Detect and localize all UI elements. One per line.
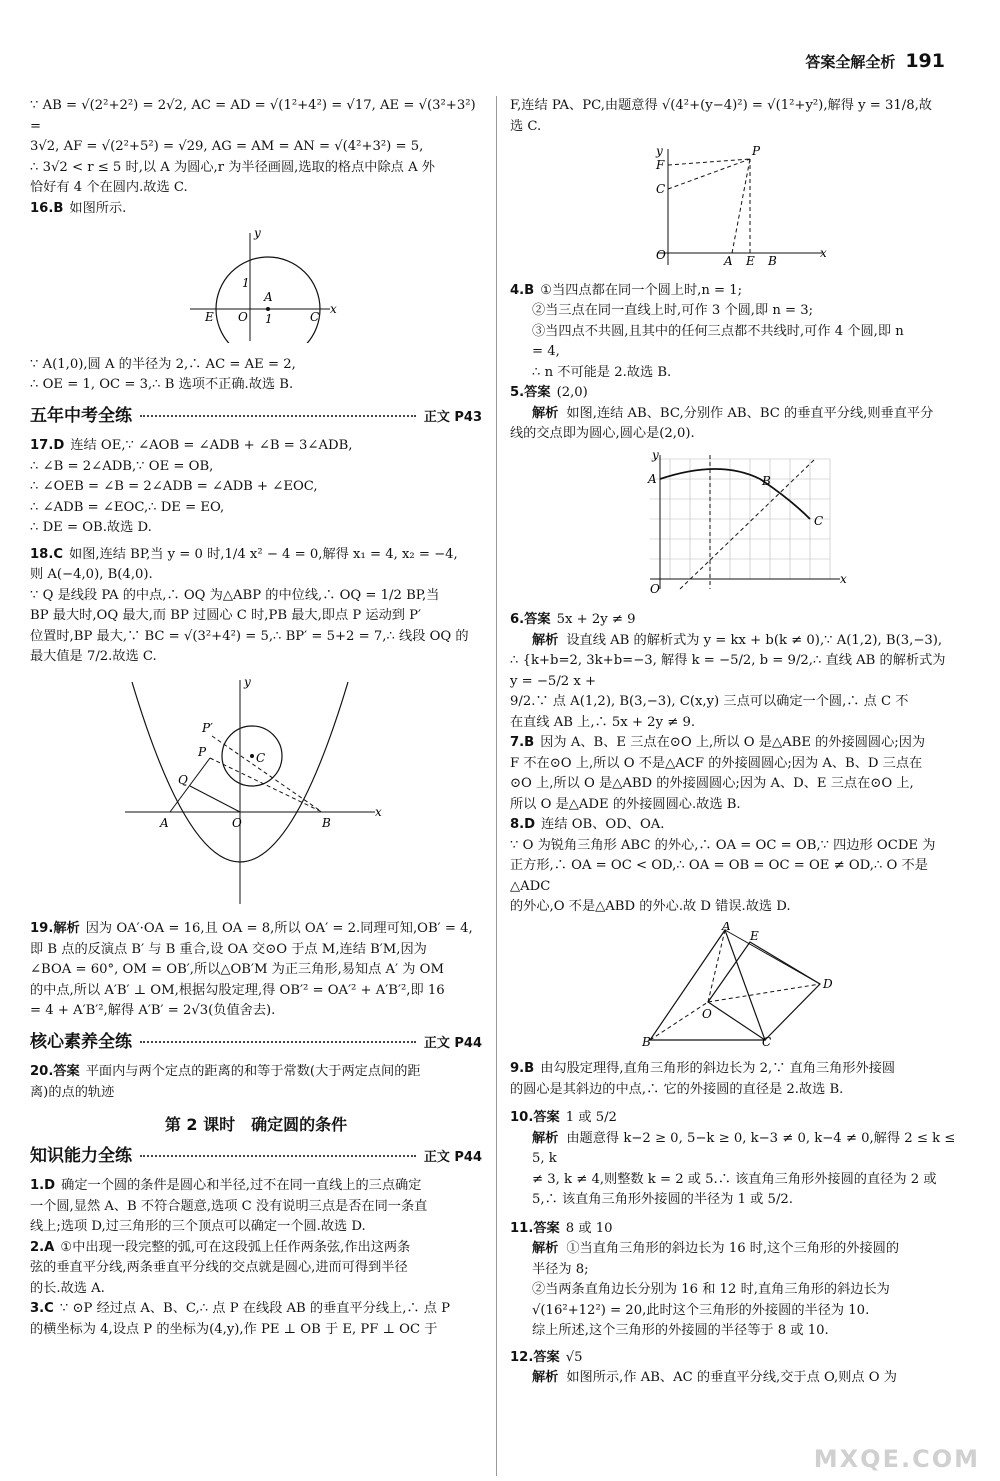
fig3-label-A: A [724, 254, 733, 268]
fig8-label-A: A [722, 921, 731, 933]
fig8-triangle-abc [650, 930, 765, 1040]
q6-analysis-label: 解析 [532, 632, 559, 648]
q19-text: 因为 OA′·OA = 16,且 OA = 8,所以 OA′ = 2.同理可知,OB′ = 4, [85, 921, 473, 936]
fig16-label-x: x [330, 302, 337, 316]
q20-text: 平面内与两个定点的距离的和等于常数(大于两定点间的距 [85, 1064, 421, 1079]
figure-q5 [510, 449, 956, 599]
q4-text: ①当四点都在同一个圆上时,n = 1; [540, 282, 743, 298]
section-ref: 正文 P44 [423, 1035, 482, 1051]
q10-answer-value: 1 或 5/2 [565, 1110, 617, 1125]
column-divider [496, 96, 497, 1476]
q2-line3: 的长.故选 A. [30, 1280, 105, 1296]
q15-line1: ∵ AB = √(2²+2²) = 2√2, AC = AD = √(1²+4²) = √17, AE = √(3²+3²) = [30, 98, 476, 134]
q9-line1 [510, 1059, 956, 1080]
q20-line1 [30, 1062, 482, 1083]
fig18-label-y: y [244, 674, 251, 689]
q5-analysis-label: 解析 [532, 405, 559, 421]
figure-q16 [30, 223, 482, 343]
fig16-center-point [266, 307, 270, 311]
section-title: 五年中考全练 [30, 405, 132, 426]
q10-number: 10.答案 [510, 1110, 560, 1125]
q8-line1 [510, 815, 956, 836]
right-column [510, 96, 956, 1389]
section-ref: 正文 P43 [423, 409, 482, 425]
q18-line3: ∵ Q 是线段 PA 的中点,∴ OQ 为△ABP 的中位线,∴ OQ = 1/2 BP,当 [30, 587, 440, 603]
q18-text: 如图,连结 BP,当 y = 0 时,1/4 x² − 4 = 0,解得 x₁ = 4, x₂ = −4, [69, 546, 458, 562]
q11-line5: 综上所述,这个三角形的外接圆的半径等于 8 或 10. [532, 1323, 829, 1338]
q16 [30, 199, 482, 220]
fig18-label-x: x [375, 804, 382, 819]
fig3-line-a-p [732, 159, 750, 253]
fig8-line-o-b [650, 1002, 708, 1040]
fig3-label-x: x [820, 246, 827, 260]
q15-line4: 恰好有 4 个在圆内.故选 C. [30, 180, 188, 195]
q6-line2: ∴ {k+b=2, 3k+b=−3, 解得 k = −5/2, b = 9/2,∴ 直线 AB 的解析式为 y = −5/2 x + [510, 653, 946, 689]
fig18-line-q-o [190, 786, 240, 812]
q17-text: 连结 OE,∵ ∠AOB = ∠ADB + ∠B = 3∠ADB, [70, 438, 353, 453]
fig8-square-ocde [708, 942, 820, 1040]
fig18-label-P: P [198, 744, 207, 759]
q11-number: 11.答案 [510, 1220, 560, 1236]
q5-line2: 线的交点即为圆心,圆心是(2,0). [510, 426, 695, 441]
q17-line1 [30, 436, 482, 457]
q3-cont-line1: F,连结 PA、PC,由题意得 √(4²+(y−4)²) = √(1²+y²),解得 y = 31/8,故 [510, 98, 932, 113]
q18-line2: 则 A(−4,0), B(4,0). [30, 567, 153, 582]
figure-q8 [510, 922, 956, 1048]
q10-line3: 5,∴ 该直角三角形外接圆的半径为 1 或 5/2. [532, 1192, 793, 1207]
q11-analysis-label: 解析 [532, 1241, 559, 1256]
q18-line1 [30, 545, 482, 566]
q12-text: 如图所示,作 AB、AC 的垂直平分线,交于点 O,则点 O 为 [566, 1370, 897, 1385]
fig18-dashed-line-p-b [210, 758, 322, 812]
q7-line3: ⊙O 上,所以 O 是△ABD 的外接圆圆心;因为 A、D、E 三点在⊙O 上, [510, 776, 914, 791]
q8-line2: ∵ O 为锐角三角形 ABC 的外心,∴ OA = OC = OB,∵ 四边形 OCDE 为 [510, 837, 936, 853]
section-ref: 正文 P44 [423, 1149, 482, 1165]
fig5-label-y: y [652, 448, 659, 462]
q5-line1 [510, 404, 956, 425]
q4-line2: ②当三点在同一直线上时,可作 3 个圆,即 n = 3; [532, 303, 814, 318]
q3-text: ∵ ⊙P 经过点 A、B、C,∴ 点 P 在线段 AB 的垂直平分线上,∴ 点 P [59, 1301, 451, 1316]
fig3-label-F: F [656, 158, 665, 172]
q17-line2: ∴ ∠B = 2∠ADB,∵ OE = OB, [30, 458, 214, 474]
fig16-label-C: C [310, 310, 320, 324]
fig5-label-A: A [648, 471, 657, 486]
q4-line3: ③当四点不共圆,且其中的任何三点都不共线时,可作 4 个圆,即 n [532, 323, 904, 339]
q8-line3: 正方形,∴ OA = OC < OD,∴ OA = OB = OC = OE ≠ OD,∴ O 不是△ADC [510, 858, 928, 894]
fig8-label-E: E [750, 928, 759, 943]
q8-text: 连结 OB、OD、OA. [541, 817, 665, 832]
header-title: 答案全解全析 [805, 53, 896, 71]
fig8-label-B: B [642, 1034, 651, 1048]
q16-text: 如图所示. [69, 200, 127, 216]
q19-line3: ∠BOA = 60°, OM = OB′,所以△OB′M 为正三角形,易知点 A′ 为 OM [30, 962, 444, 977]
fig3-label-P: P [752, 144, 761, 158]
left-column [30, 96, 482, 1340]
q11-answer [510, 1219, 956, 1240]
fig18-line-a-p [170, 758, 210, 812]
q16-expl1: ∵ A(1,0),圆 A 的半径为 2,∴ AC = AE = 2, [30, 356, 296, 372]
fig8-label-O: O [702, 1006, 712, 1021]
q17-line3: ∴ ∠OEB = ∠B = 2∠ADB = ∠ADB + ∠EOC, [30, 479, 318, 494]
q15-line3: ∴ 3√2 < r ≤ 5 时,以 A 为圆心,r 为半径画圆,选取的格点中除点 A 外 [30, 159, 435, 175]
q12-answer-value: √5 [565, 1349, 583, 1365]
q19-line5: = 4 + A′B′²,解得 A′B′ = 2√3(负值舍去). [30, 1003, 276, 1018]
q18-number: 18.C [30, 546, 64, 562]
q12-analysis-label: 解析 [532, 1370, 559, 1385]
q7-line4: 所以 O 是△ADE 的外接圆圆心.故选 B. [510, 796, 741, 812]
fig3-label-C: C [656, 182, 666, 196]
fig18-center-point [250, 754, 254, 758]
fig16-label-E: E [205, 310, 214, 324]
q9-number: 9.B [510, 1061, 535, 1076]
q6-line3: 9/2.∵ 点 A(1,2), B(3,−3), C(x,y) 三点可以确定一个圆,∴ 点 C 不 [510, 694, 909, 709]
fig3-label-y: y [656, 144, 663, 158]
q18-line5: 位置时,BP 最大,∵ BC = √(3²+4²) = 5,∴ BP′ = 5+2 = 7,∴ 线段 OQ 的 [30, 628, 469, 644]
lesson-title: 第 2 课时 确定圆的条件 [164, 1115, 348, 1134]
q3-number: 3.C [30, 1301, 54, 1316]
q5-answer [510, 383, 956, 404]
q6-line1 [510, 631, 956, 652]
page-header [805, 50, 945, 72]
q19-number: 19.解析 [30, 921, 80, 936]
q11-answer-value: 8 或 10 [565, 1220, 613, 1236]
watermark-logo: MXQE.COM [813, 1445, 980, 1473]
q3-line1 [30, 1299, 482, 1320]
fig8-label-D: D [823, 976, 833, 991]
fig5-label-x: x [840, 571, 847, 586]
section-dots [140, 415, 416, 417]
q19-line2: 即 B 点的反演点 B′ 与 B 重合,设 OA 交⊙O 于点 M,连结 B′M,因为 [30, 941, 427, 957]
section-dots [140, 1041, 416, 1043]
fig18-label-Pprime: P′ [202, 720, 213, 735]
q5-text: 如图,连结 AB、BC,分别作 AB、BC 的垂直平分线,则垂直平分 [566, 405, 934, 421]
fig8-line-o-d [708, 984, 820, 1002]
q11-text: ①当直角三角形的斜边长为 16 时,这个三角形的外接圆的 [566, 1241, 900, 1256]
q1-line3: 线上;选项 D,过三角形的三个顶点可以确定一个圆.故选 D. [30, 1219, 366, 1234]
q11-line1 [510, 1239, 956, 1260]
section-dots [140, 1155, 416, 1157]
fig3-label-B: B [768, 254, 777, 268]
fig16-label-y: y [254, 226, 261, 240]
fig3-label-E: E [746, 254, 755, 268]
section-five-year-exam [30, 406, 482, 429]
q16-expl2: ∴ OE = 1, OC = 3,∴ B 选项不正确.故选 B. [30, 377, 294, 392]
q3-cont-line2: 选 C. [510, 118, 542, 134]
q11-line3: ②当两条直角边长分别为 16 和 12 时,直角三角形的斜边长为 [532, 1282, 890, 1297]
figure-q3 [510, 141, 956, 269]
section-knowledge-ability [30, 1146, 482, 1169]
q4-line1 [510, 281, 956, 302]
q10-answer [510, 1108, 956, 1129]
q8-line4: 的外心,O 不是△ABD 的外心.故 D 错误.故选 D. [510, 899, 791, 914]
fig5-label-B: B [762, 473, 771, 488]
fig16-label-one-y: 1 [242, 276, 250, 290]
section-core-literacy [30, 1032, 482, 1055]
q2-number: 2.A [30, 1239, 55, 1255]
q17-line4: ∴ ∠ADB = ∠EOC,∴ DE = EO, [30, 499, 225, 515]
q9-line2: 的圆心是其斜边的中点,∴ 它的外接圆的直径是 2.故选 B. [510, 1081, 844, 1097]
q19-line4: 的中点,所以 A′B′ ⊥ OM,根据勾股定理,得 OB′² = OA′² + A′B′²,即 16 [30, 982, 445, 998]
q16-number: 16.B [30, 200, 64, 216]
fig3-line-c-p [668, 159, 750, 189]
q4-line5: ∴ n 不可能是 2.故选 B. [532, 364, 672, 380]
fig5-label-C: C [814, 513, 824, 528]
q6-answer-value: 5x + 2y ≠ 9 [556, 612, 636, 627]
q20-line2: 离)的点的轨迹 [30, 1084, 115, 1100]
q12-line1 [510, 1368, 956, 1389]
fig5-perp-bisector-bc [680, 459, 815, 589]
fig5-label-O: O [650, 581, 660, 596]
q6-answer [510, 610, 956, 631]
q11-line4: √(16²+12²) = 20,此时这个三角形的外接圆的半径为 10. [532, 1302, 870, 1318]
q10-line2: ≠ 3, k ≠ 4,则整数 k = 2 或 5.∴ 该直角三角形外接圆的直径为 2 或 [532, 1171, 937, 1187]
fig18-label-O: O [232, 815, 242, 830]
fig16-label-O: O [238, 310, 248, 324]
q19-line1 [30, 919, 482, 940]
q3-line2: 的横坐标为 4,设点 P 的坐标为(4,y),作 PE ⊥ OB 于 E, PF ⊥ OC 于 [30, 1321, 438, 1337]
q7-line1 [510, 733, 956, 754]
q2-line1 [30, 1238, 482, 1259]
section-title: 核心素养全练 [30, 1031, 132, 1052]
fig8-line-o-a [708, 930, 725, 1002]
q7-line2: F 不在⊙O 上,所以 O 不是△ACF 的外接圆圆心;因为 A、B、D 三点在 [510, 755, 923, 771]
section-title: 知识能力全练 [30, 1145, 132, 1166]
fig16-label-one-x: 1 [265, 312, 273, 326]
fig18-label-B: B [322, 815, 331, 830]
q1-number: 1.D [30, 1178, 56, 1193]
q6-line4: 在直线 AB 上,∴ 5x + 2y ≠ 9. [510, 714, 696, 730]
q5-number: 5.答案 [510, 385, 551, 400]
fig16-label-A: A [264, 290, 273, 304]
q1-text: 确定一个圆的条件是圆心和半径,过不在同一直线上的三点确定 [61, 1178, 422, 1193]
fig3-label-O: O [656, 248, 666, 262]
fig8-label-C: C [762, 1034, 772, 1048]
q18-line6: 最大值是 7/2.故选 C. [30, 649, 157, 664]
fig5-grid [650, 459, 830, 579]
q8-number: 8.D [510, 817, 536, 832]
q17-line5: ∴ DE = OB.故选 D. [30, 520, 152, 535]
q9-text: 由勾股定理得,直角三角形的斜边长为 2,∵ 直角三角形外接圆 [540, 1061, 896, 1076]
q7-text: 因为 A、B、E 三点在⊙O 上,所以 O 是△ABE 的外接圆圆心;因为 [540, 735, 926, 750]
q10-text: 由题意得 k−2 ≥ 0, 5−k ≥ 0, k−3 ≠ 0, k−4 ≠ 0,解得 2 ≤ k ≤ 5, k [532, 1130, 956, 1166]
q1-line2: 一个圆,显然 A、B 不符合题意,选项 C 没有说明三点是否在同一条直 [30, 1198, 428, 1214]
fig18-label-A: A [160, 815, 169, 830]
q4-number: 4.B [510, 282, 535, 298]
fig18-label-C: C [256, 750, 266, 765]
q20-number: 20.答案 [30, 1064, 80, 1079]
q10-line1 [510, 1129, 956, 1170]
q5-answer-value: (2,0) [556, 385, 588, 400]
q7-number: 7.B [510, 735, 535, 750]
q17-number: 17.D [30, 438, 65, 453]
q1-line1 [30, 1176, 482, 1197]
page-number: 191 [905, 50, 945, 72]
fig3-line-f-p [668, 159, 750, 165]
fig5-arc [660, 469, 810, 519]
q12-answer [510, 1348, 956, 1369]
q12-number: 12.答案 [510, 1349, 560, 1365]
q4-line4: = 4, [532, 344, 560, 359]
q2-text: ①中出现一段完整的弧,可在这段弧上任作两条弦,作出这两条 [60, 1239, 411, 1255]
fig18-label-Q: Q [178, 772, 188, 787]
q15-line2: 3√2, AF = √(2²+5²) = √29, AG = AM = AN = √(4²+3²) = 5, [30, 139, 424, 154]
q6-text: 设直线 AB 的解析式为 y = kx + b(k ≠ 0),∵ A(1,2), B(3,−3), [566, 632, 943, 648]
q10-analysis-label: 解析 [532, 1130, 559, 1146]
q11-line2: 半径为 8; [532, 1261, 589, 1277]
q2-line2: 弦的垂直平分线,两条垂直平分线的交点就是圆心,进而可得到半径 [30, 1260, 408, 1275]
q18-line4: BP 最大时,OQ 最大,而 BP 过圆心 C 时,PB 最大,即点 P 运动到 P′ [30, 608, 422, 623]
q6-number: 6.答案 [510, 612, 551, 627]
figure-q18 [30, 672, 482, 908]
